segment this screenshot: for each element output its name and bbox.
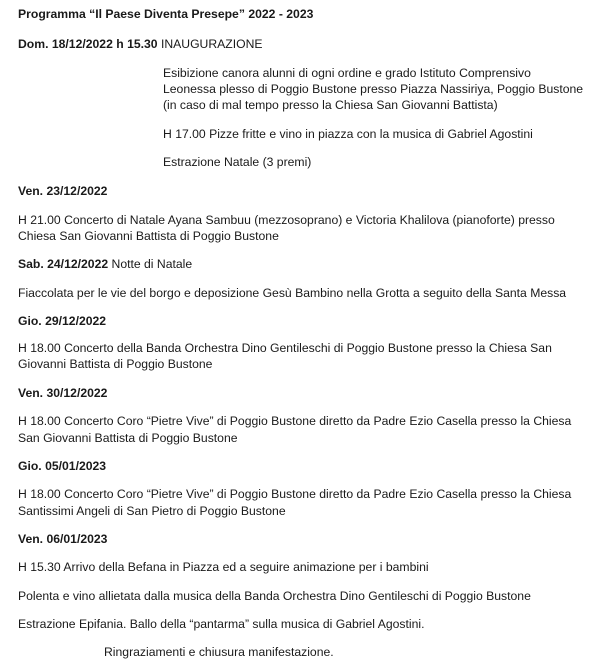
event-line: H 18.00 Concerto Coro “Pietre Vive” di Poggio Bustone diretto da Padre Ezio Casella presso la Chiesa <box>18 487 572 501</box>
event-date: Ven. 06/01/2023 <box>18 532 108 546</box>
closing-line: Ringraziamenti e chiusura manifestazione. <box>104 645 334 659</box>
event-heading-notte-di-natale <box>18 257 192 272</box>
event-date: Ven. 30/12/2022 <box>18 386 108 400</box>
event-title: Notte di Natale <box>108 257 193 271</box>
event-line: H 18.00 Concerto Coro “Pietre Vive” di Poggio Bustone diretto da Padre Ezio Casella presso la Chiesa <box>18 414 572 428</box>
event-line: H 18.00 Concerto della Banda Orchestra Dino Gentileschi di Poggio Bustone presso la Chiesa San <box>18 341 552 355</box>
event-line: Chiesa San Giovanni Battista di Poggio Bustone <box>18 229 279 243</box>
event-line: Esibizione canora alunni di ogni ordine e grado Istituto Comprensivo <box>163 66 531 80</box>
event-line: H 15.30 Arrivo della Befana in Piazza ed a seguire animazione per i bambini <box>18 560 429 574</box>
event-date: Gio. 05/01/2023 <box>18 459 107 473</box>
event-line: Polenta e vino allietata dalla musica della Banda Orchestra Dino Gentileschi di Poggio Bustone <box>18 589 531 603</box>
event-title: INAUGURAZIONE <box>157 37 263 51</box>
event-line: (in caso di mal tempo presso la Chiesa San Giovanni Battista) <box>163 98 498 112</box>
event-line: H 17.00 Pizze fritte e vino in piazza con la musica di Gabriel Agostini <box>163 127 533 141</box>
event-date: Sab. 24/12/2022 <box>18 257 109 271</box>
event-line: Giovanni Battista di Poggio Bustone <box>18 357 213 371</box>
event-line: Estrazione Natale (3 premi) <box>163 155 312 169</box>
event-date: Gio. 29/12/2022 <box>18 314 107 328</box>
event-line: Leonessa plesso di Poggio Bustone presso Piazza Nassiriya, Poggio Bustone <box>163 82 584 96</box>
event-line: Santissimi Angeli di San Pietro di Poggio Bustone <box>18 504 286 518</box>
event-line: San Giovanni Battista di Poggio Bustone <box>18 431 238 445</box>
event-date: Dom. 18/12/2022 h 15.30 <box>18 37 158 51</box>
event-line: H 21.00 Concerto di Natale Ayana Sambuu (mezzosoprano) e Victoria Khalilova (pianoforte) presso <box>18 213 555 227</box>
event-line: Fiaccolata per le vie del borgo e deposizione Gesù Bambino nella Grotta a seguito della Santa Messa <box>18 286 567 300</box>
event-line: Estrazione Epifania. Ballo della “pantarma” sulla musica di Gabriel Agostini. <box>18 617 425 631</box>
event-date: Ven. 23/12/2022 <box>18 184 108 198</box>
document-title: Programma “Il Paese Diventa Presepe” 2022 - 2023 <box>18 7 314 21</box>
event-heading-inaugurazione <box>18 37 263 52</box>
